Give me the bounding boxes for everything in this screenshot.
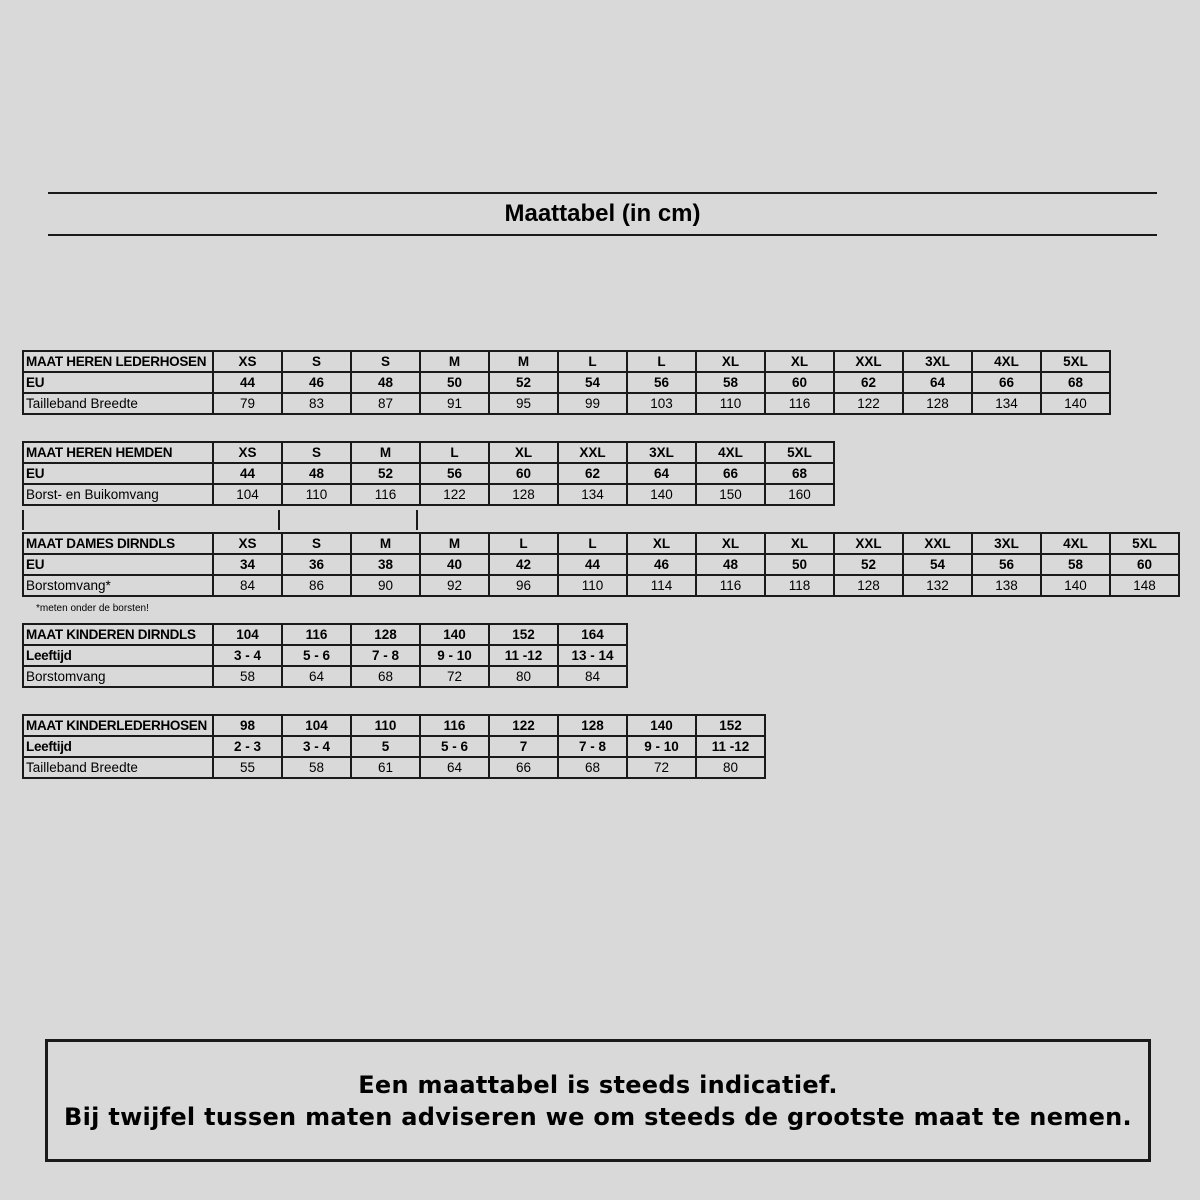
table-cell: S	[282, 351, 351, 372]
table-cell: 58	[213, 666, 282, 687]
table-cell: 122	[420, 484, 489, 505]
table-kinderen-dirndls	[22, 623, 628, 688]
table-cell: 128	[489, 484, 558, 505]
table-row	[23, 575, 1179, 596]
row-label: EU	[23, 372, 213, 393]
table-cell: 114	[627, 575, 696, 596]
table-cell: 140	[1041, 393, 1110, 414]
table-cell: 84	[558, 666, 627, 687]
table-cell: 86	[282, 575, 351, 596]
table-cell: 58	[696, 372, 765, 393]
table-cell: 44	[558, 554, 627, 575]
table-cell: 134	[558, 484, 627, 505]
table-cell: 48	[351, 372, 420, 393]
table-cell: L	[558, 351, 627, 372]
row-label: Leeftijd	[23, 645, 213, 666]
table-kinderlederhosen	[22, 714, 766, 779]
table-cell: 118	[765, 575, 834, 596]
row-label: Tailleband Breedte	[23, 393, 213, 414]
table-heren-lederhosen	[22, 350, 1111, 415]
table-cell: 11 -12	[489, 645, 558, 666]
table-cell: 98	[213, 715, 282, 736]
table-cell: 103	[627, 393, 696, 414]
table-cell: 104	[213, 484, 282, 505]
table-cell: 79	[213, 393, 282, 414]
table-cell: 80	[696, 757, 765, 778]
table-cell: M	[351, 533, 420, 554]
table-cell: 4XL	[972, 351, 1041, 372]
table-cell: 42	[489, 554, 558, 575]
table-cell: 122	[834, 393, 903, 414]
table-cell: 5XL	[765, 442, 834, 463]
table-cell: 58	[282, 757, 351, 778]
table-cell: 68	[351, 666, 420, 687]
table-cell: XXL	[834, 351, 903, 372]
table-cell: 60	[1110, 554, 1179, 575]
table-cell: 62	[558, 463, 627, 484]
table-cell: 4XL	[696, 442, 765, 463]
table-cell: 116	[351, 484, 420, 505]
table-cell: 128	[903, 393, 972, 414]
table-cell: 104	[213, 624, 282, 645]
table-cell: 62	[834, 372, 903, 393]
table-cell: 56	[420, 463, 489, 484]
table-cell: 96	[489, 575, 558, 596]
table-cell: 44	[213, 463, 282, 484]
table-cell: 110	[696, 393, 765, 414]
table-cell: 52	[351, 463, 420, 484]
table-cell: 68	[765, 463, 834, 484]
table-cell: 116	[282, 624, 351, 645]
table-row	[23, 757, 765, 778]
disclaimer-line-2: Bij twijfel tussen maten adviseren we om steeds de grootste maat te nemen.	[64, 1102, 1132, 1131]
table-cell: 66	[489, 757, 558, 778]
table-cell: 66	[696, 463, 765, 484]
table-cell: 134	[972, 393, 1041, 414]
table-cell: 56	[972, 554, 1041, 575]
table-row	[23, 393, 1110, 414]
table-cell: M	[420, 533, 489, 554]
table-cell: 5XL	[1110, 533, 1179, 554]
table-cell: M	[420, 351, 489, 372]
table-cell: S	[282, 442, 351, 463]
empty-spacer-cell	[22, 510, 280, 530]
table-cell: 64	[627, 463, 696, 484]
row-label: Leeftijd	[23, 736, 213, 757]
table-cell: 80	[489, 666, 558, 687]
table-cell: 5 - 6	[420, 736, 489, 757]
table-cell: 128	[351, 624, 420, 645]
table-row	[23, 624, 627, 645]
table-cell: 64	[903, 372, 972, 393]
table-cell: 116	[420, 715, 489, 736]
table-cell: 52	[489, 372, 558, 393]
table-cell: 148	[1110, 575, 1179, 596]
title-rule-bottom	[48, 234, 1157, 236]
table-cell: 54	[903, 554, 972, 575]
table-cell: 34	[213, 554, 282, 575]
table-cell: 3 - 4	[213, 645, 282, 666]
table-cell: 2 - 3	[213, 736, 282, 757]
table-cell: 152	[696, 715, 765, 736]
table-cell: 58	[1041, 554, 1110, 575]
table-row	[23, 715, 765, 736]
table-cell: XL	[489, 442, 558, 463]
table-cell: L	[489, 533, 558, 554]
table-cell: 5XL	[1041, 351, 1110, 372]
table-cell: 95	[489, 393, 558, 414]
table-cell: 66	[972, 372, 1041, 393]
row-label: Borstomvang	[23, 666, 213, 687]
table-cell: XL	[696, 351, 765, 372]
table-heren-hemden	[22, 441, 835, 506]
table-cell: 84	[213, 575, 282, 596]
row-label: MAAT DAMES DIRNDLS	[23, 533, 213, 554]
table-cell: XL	[627, 533, 696, 554]
table-cell: 50	[765, 554, 834, 575]
row-label: MAAT HEREN HEMDEN	[23, 442, 213, 463]
table-row	[23, 484, 834, 505]
table-cell: XS	[213, 533, 282, 554]
table-row	[23, 463, 834, 484]
page-title: Maattabel (in cm)	[504, 200, 701, 227]
table-cell: 46	[282, 372, 351, 393]
table-cell: 72	[420, 666, 489, 687]
table-cell: 40	[420, 554, 489, 575]
table-cell: 9 - 10	[627, 736, 696, 757]
table-cell: 3 - 4	[282, 736, 351, 757]
table-cell: XL	[765, 533, 834, 554]
table-cell: 140	[1041, 575, 1110, 596]
row-label: Tailleband Breedte	[23, 757, 213, 778]
table-dames-dirndls	[22, 532, 1180, 597]
table-cell: 110	[282, 484, 351, 505]
table-cell: XS	[213, 351, 282, 372]
table-row	[23, 372, 1110, 393]
table-row	[23, 645, 627, 666]
table-cell: 3XL	[972, 533, 1041, 554]
table-cell: 152	[489, 624, 558, 645]
table-cell: 128	[558, 715, 627, 736]
table-cell: 91	[420, 393, 489, 414]
table-cell: L	[558, 533, 627, 554]
table-cell: M	[489, 351, 558, 372]
table-cell: 52	[834, 554, 903, 575]
table-cell: 9 - 10	[420, 645, 489, 666]
table-cell: 7 - 8	[351, 645, 420, 666]
table-cell: XXL	[558, 442, 627, 463]
table-row	[23, 554, 1179, 575]
table-cell: XL	[765, 351, 834, 372]
table-cell: 5 - 6	[282, 645, 351, 666]
table-cell: 61	[351, 757, 420, 778]
table-cell: 140	[627, 484, 696, 505]
table-cell: 104	[282, 715, 351, 736]
table-row	[23, 533, 1179, 554]
table-cell: 92	[420, 575, 489, 596]
table-cell: 7	[489, 736, 558, 757]
row-label: Borstomvang*	[23, 575, 213, 596]
table-cell: 68	[558, 757, 627, 778]
table-row	[23, 666, 627, 687]
table-cell: XXL	[834, 533, 903, 554]
table-cell: 4XL	[1041, 533, 1110, 554]
table-cell: L	[627, 351, 696, 372]
table-cell: L	[420, 442, 489, 463]
table-cell: 50	[420, 372, 489, 393]
table-cell: 87	[351, 393, 420, 414]
table-cell: 110	[558, 575, 627, 596]
table-cell: 60	[765, 372, 834, 393]
title-rule-top	[48, 192, 1157, 194]
table-cell: 36	[282, 554, 351, 575]
table-cell: 60	[489, 463, 558, 484]
row-label: EU	[23, 554, 213, 575]
table-cell: 138	[972, 575, 1041, 596]
disclaimer-line-1: Een maattabel is steeds indicatief.	[358, 1070, 838, 1099]
table-cell: 128	[834, 575, 903, 596]
table-cell: 11 -12	[696, 736, 765, 757]
table-cell: 68	[1041, 372, 1110, 393]
table-cell: 90	[351, 575, 420, 596]
table-cell: S	[351, 351, 420, 372]
table-cell: 164	[558, 624, 627, 645]
table-cell: S	[282, 533, 351, 554]
table-cell: 132	[903, 575, 972, 596]
table-cell: 150	[696, 484, 765, 505]
table-cell: 54	[558, 372, 627, 393]
table-cell: 122	[489, 715, 558, 736]
table-cell: XL	[696, 533, 765, 554]
table-cell: 3XL	[627, 442, 696, 463]
table-cell: M	[351, 442, 420, 463]
table-cell: 38	[351, 554, 420, 575]
table-cell: 72	[627, 757, 696, 778]
table-cell: 110	[351, 715, 420, 736]
table-cell: XXL	[903, 533, 972, 554]
table-cell: 83	[282, 393, 351, 414]
row-label: MAAT HEREN LEDERHOSEN	[23, 351, 213, 372]
table-cell: 140	[420, 624, 489, 645]
row-label: MAAT KINDEREN DIRNDLS	[23, 624, 213, 645]
table-cell: 48	[282, 463, 351, 484]
row-label: MAAT KINDERLEDERHOSEN	[23, 715, 213, 736]
table-cell: 7 - 8	[558, 736, 627, 757]
table-cell: 64	[282, 666, 351, 687]
table-cell: 48	[696, 554, 765, 575]
table-cell: 56	[627, 372, 696, 393]
table-cell: 5	[351, 736, 420, 757]
row-label: EU	[23, 463, 213, 484]
row-label: Borst- en Buikomvang	[23, 484, 213, 505]
table-row	[23, 736, 765, 757]
table-cell: 3XL	[903, 351, 972, 372]
footnote: *meten onder de borsten!	[36, 603, 149, 614]
empty-spacer-cell	[276, 510, 418, 530]
table-cell: 44	[213, 372, 282, 393]
table-cell: 140	[627, 715, 696, 736]
table-row	[23, 351, 1110, 372]
table-cell: 116	[696, 575, 765, 596]
table-cell: 99	[558, 393, 627, 414]
table-cell: 13 - 14	[558, 645, 627, 666]
table-cell: 64	[420, 757, 489, 778]
table-cell: 55	[213, 757, 282, 778]
table-row	[23, 442, 834, 463]
table-cell: 46	[627, 554, 696, 575]
table-cell: XS	[213, 442, 282, 463]
table-cell: 160	[765, 484, 834, 505]
table-cell: 116	[765, 393, 834, 414]
disclaimer-box	[45, 1039, 1151, 1162]
